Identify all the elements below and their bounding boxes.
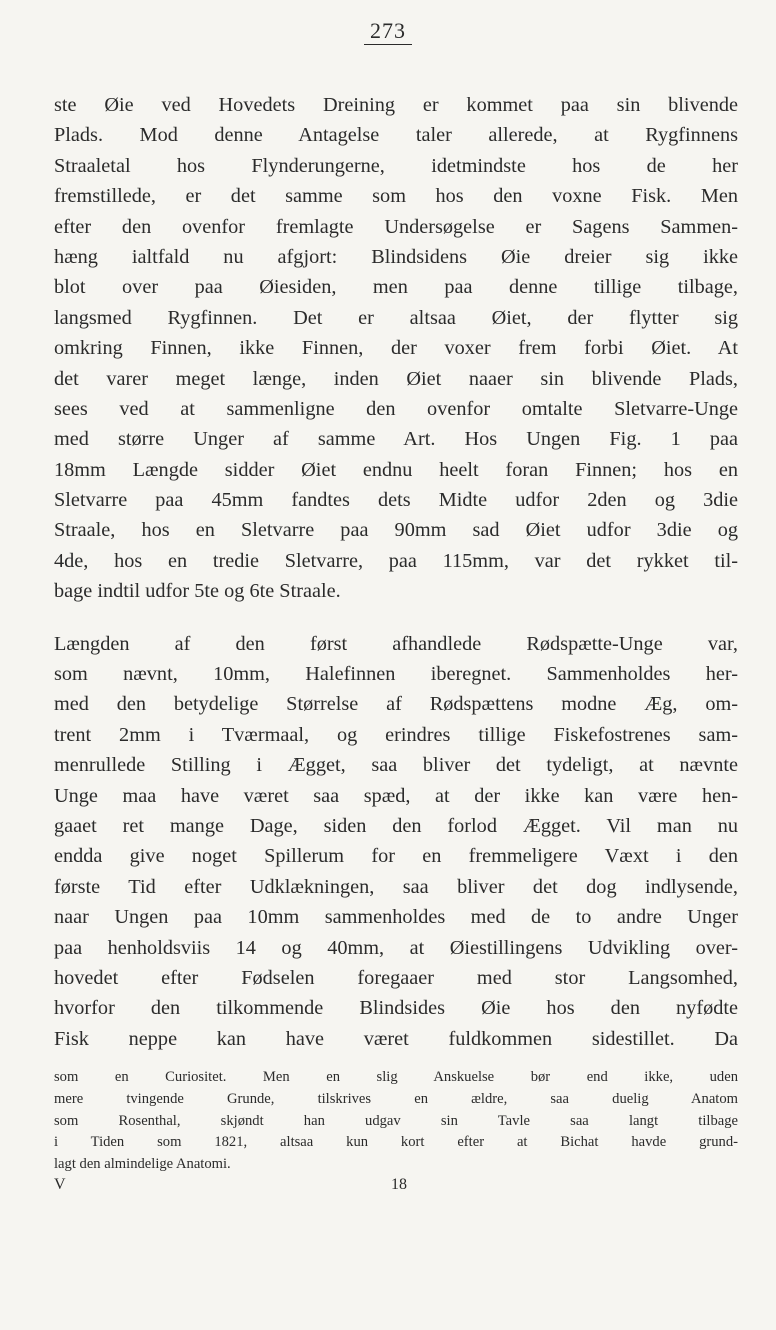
footnote-line: i Tiden som 1821, altsaa kun kort efter at Bichat havde grund- [54, 1134, 738, 1151]
sheet-number: 18 [391, 1176, 407, 1193]
text-line: bage indtil udfor 5te og 6te Straale. [54, 580, 341, 603]
paragraph-2 [54, 629, 738, 1054]
text-line: Fisk neppe kan have været fuldkommen sidestillet. Da [54, 1027, 738, 1050]
text-line: det varer meget længe, inden Øiet naaer sin blivende Plads, [54, 367, 738, 390]
paragraph-1 [54, 90, 738, 607]
text-line: ste Øie ved Hovedets Dreining er kommet paa sin blivende [54, 94, 738, 116]
paragraph-gap [54, 607, 738, 629]
text-line: hovedet efter Fødselen foregaaer med stor Langsomhed, [54, 966, 738, 989]
footnote [54, 1067, 738, 1176]
footnote-line: som en Curiositet. Men en slig Anskuelse bør end ikke, uden [54, 1069, 738, 1085]
footnote-line: lagt den almindelige Anatomi. [54, 1156, 231, 1173]
text-line: Straaletal hos Flynderungerne, idetmindste hos de her [54, 154, 738, 177]
text-line: efter den ovenfor fremlagte Undersøgelse er Sagens Sammen- [54, 215, 738, 238]
text-line: blot over paa Øiesiden, men paa denne tillige tilbage, [54, 276, 738, 299]
text-line: som nævnt, 10mm, Halefinnen iberegnet. Sammenholdes her- [54, 663, 738, 686]
text-line: hvorfor den tilkommende Blindsides Øie hos den nyfødte [54, 997, 738, 1020]
text-line: Unge maa have været saa spæd, at der ikke kan være hen- [54, 784, 738, 807]
text-line: første Tid efter Udklækningen, saa bliver det dog indlysende, [54, 875, 738, 898]
text-line: Straale, hos en Sletvarre paa 90mm sad Øiet udfor 3die og [54, 519, 738, 542]
page-number: 273 [0, 18, 776, 44]
text-line: omkring Finnen, ikke Finnen, der voxer frem forbi Øiet. At [54, 337, 738, 360]
footnote-line: som Rosenthal, skjøndt han udgav sin Tavle saa langt tilbage [54, 1112, 738, 1129]
text-line: gaaet ret mange Dage, siden den forlod Ægget. Vil man nu [54, 814, 738, 837]
text-line: endda give noget Spillerum for en fremmeligere Væxt i den [54, 845, 738, 868]
sheet-letter: V [54, 1176, 66, 1193]
text-line: 18mm Længde sidder Øiet endnu heelt foran Finnen; hos en [54, 458, 738, 481]
text-line: fremstillede, er det samme som hos den voxne Fisk. Men [54, 185, 738, 208]
text-line: sees ved at sammenligne den ovenfor omtalte Sletvarre-Unge [54, 397, 738, 420]
text-line: langsmed Rygfinnen. Det er altsaa Øiet, der flytter sig [54, 306, 738, 329]
text-line: Plads. Mod denne Antagelse taler allerede, at Rygfinnens [54, 124, 738, 147]
text-line: hæng ialtfald nu afgjort: Blindsidens Øie dreier sig ikke [54, 245, 738, 268]
body-text [54, 90, 738, 1054]
text-line: med den betydelige Størrelse af Rødspættens modne Æg, om- [54, 693, 738, 716]
text-line: 4de, hos en tredie Sletvarre, paa 115mm, var det rykket til- [54, 549, 738, 572]
text-line: naar Ungen paa 10mm sammenholdes med de to andre Unger [54, 906, 738, 929]
footnote-line: mere tvingende Grunde, tilskrives en ældre, saa duelig Anatom [54, 1090, 738, 1107]
text-line: trent 2mm i Tværmaal, og erindres tillige Fiskefostrenes sam- [54, 723, 738, 746]
text-line: paa henholdsviis 14 og 40mm, at Øiestillingens Udvikling over- [54, 936, 738, 959]
text-line: med større Unger af samme Art. Hos Ungen Fig. 1 paa [54, 428, 738, 451]
text-line: menrullede Stilling i Ægget, saa bliver det tydeligt, at nævnte [54, 754, 738, 777]
text-line: Længden af den først afhandlede Rødspætte-Unge var, [54, 632, 738, 655]
text-line: Sletvarre paa 45mm fandtes dets Midte udfor 2den og 3die [54, 489, 738, 512]
